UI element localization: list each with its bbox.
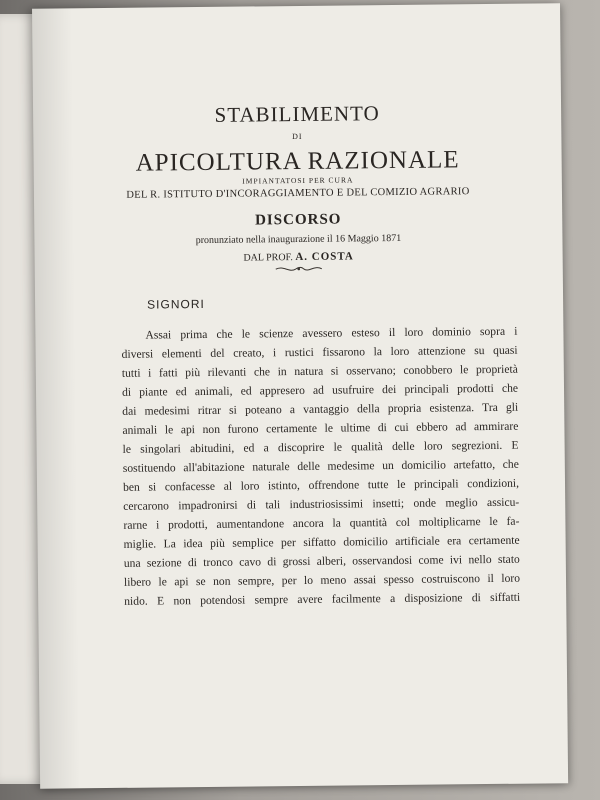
text-line: sostituendo all'abitazione naturale delle medesime un domicilio artefatto, che bbox=[122, 457, 519, 475]
title: STABILIMENTO bbox=[214, 101, 380, 127]
text-line: animali le api non furono certamente le ultime di cui ebbero ad ammirare bbox=[122, 419, 519, 437]
institution-line: DEL R. ISTITUTO D'INCORAGGIAMENTO E DEL COMIZIO AGRARIO bbox=[126, 186, 470, 201]
salutation: SIGNORI bbox=[147, 296, 205, 312]
subtitle: APICOLTURA RAZIONALE bbox=[135, 146, 460, 177]
text-line: dai medesimi ritrar si poteano a vantaggio della propria esistenza. Tra gli bbox=[122, 400, 519, 418]
body-paragraph bbox=[121, 322, 520, 611]
text-line: Assai prima che le scienze avessero esteso il loro dominio sopra i bbox=[145, 324, 518, 342]
title-connector: DI bbox=[292, 131, 303, 142]
text-line: tutti i fatti più rilevanti che in natura si osservano; conobbero le proprietà bbox=[121, 362, 518, 380]
text-line: ben si confacesse al loro istinto, offrendone tutte le principali condizioni, bbox=[122, 476, 520, 494]
author-name: A. COSTA bbox=[295, 250, 354, 264]
text-line: diversi elementi del creato, i rustici fissarono la loro attenzione su quasi bbox=[121, 343, 518, 361]
text-line: una sezione di tronco cavo di grossi alberi, osservandosi come ivi nello stato bbox=[123, 552, 520, 570]
impiantatosi-line: IMPIANTATOSI PER CURA bbox=[242, 175, 354, 186]
pronunziato-line: pronunziato nella inaugurazione il 16 Maggio 1871 bbox=[195, 232, 402, 247]
text-line: libero le api se non sempre, per lo meno assai spesso costruiscono il loro bbox=[123, 571, 521, 589]
dal-prof-label: DAL PROF. bbox=[243, 252, 293, 264]
text-line: le singolari abitudini, ed a discoprire le qualità delle loro segrezioni. E bbox=[122, 438, 519, 456]
document-page bbox=[32, 3, 568, 788]
text-line: cercarono impadronirsi di tali industriosissimi insetti; onde meglio assicu- bbox=[123, 495, 520, 513]
text-line: rarne i prodotti, aumentandone ancora la quantità col moltiplicarne le fa- bbox=[123, 514, 520, 532]
text-line: miglie. La idea più semplice per siffatto domicilio artificiale era certamente bbox=[123, 533, 520, 551]
text-line: nido. E non potendosi sempre avere facilmente a disposizione di siffatti bbox=[124, 590, 521, 608]
discorso-heading: DISCORSO bbox=[254, 211, 342, 229]
text-line: di piante ed animali, ed appresero ad usufruire dei principali prodotti che bbox=[121, 381, 519, 399]
